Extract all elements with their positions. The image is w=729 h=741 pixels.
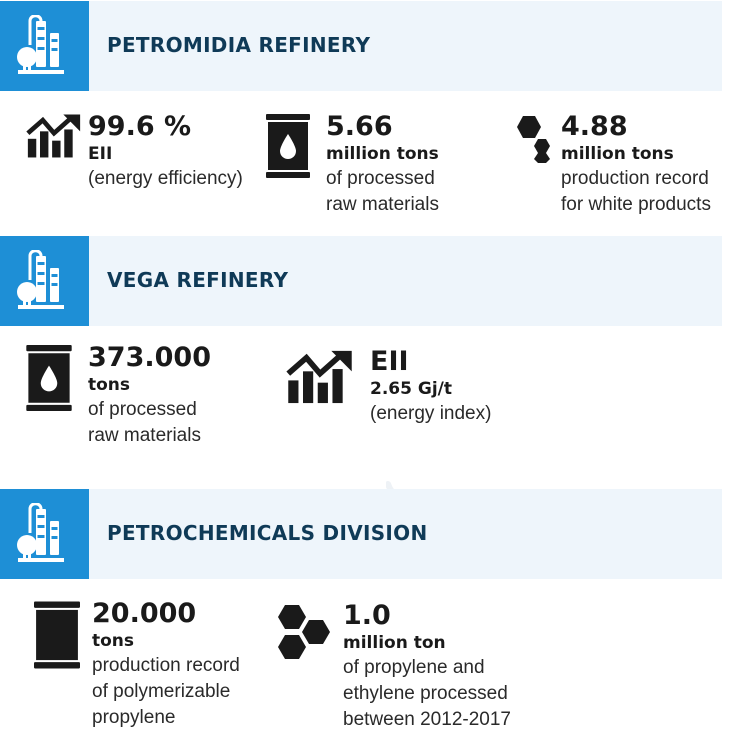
- stat-unit: EII: [88, 144, 113, 164]
- section-header-vega: [0, 236, 722, 326]
- growth-chart-icon: [26, 112, 82, 160]
- stat-description: production record of polymerizable propylene: [92, 655, 240, 728]
- refinery-icon: [0, 489, 89, 579]
- stat-unit: 2.65 Gj/t: [370, 379, 452, 399]
- stat-description: production record for white products: [561, 168, 711, 215]
- barrel-icon: [34, 601, 80, 669]
- oil-barrel-icon: [26, 345, 72, 411]
- stat-unit: million tons: [326, 144, 439, 164]
- section-header-petrochemicals: [0, 489, 722, 579]
- stat-unit: million ton: [343, 633, 446, 653]
- oil-barrel-icon: [266, 114, 310, 178]
- stat-value: 4.88: [561, 111, 628, 142]
- stat-value: 1.0: [343, 600, 391, 631]
- stat-description: (energy index): [370, 403, 492, 424]
- stat-description: of propylene and ethylene processed between 2012-2017: [343, 657, 511, 730]
- section-title: PETROCHEMICALS DIVISION: [107, 521, 428, 545]
- stat-value: EII: [370, 346, 409, 377]
- stat-description: of processed raw materials: [88, 399, 201, 446]
- stat-value: 373.000: [88, 342, 211, 373]
- stat-unit: tons: [92, 631, 135, 651]
- stat-unit: tons: [88, 375, 131, 395]
- section-title: VEGA REFINERY: [107, 268, 289, 292]
- stat-value: 5.66: [326, 111, 393, 142]
- stat-value: 99.6 %: [88, 111, 192, 142]
- stat-unit: million tons: [561, 144, 674, 164]
- section-header-petromidia: [0, 1, 722, 91]
- stat-description: (energy efficiency): [88, 168, 243, 189]
- growth-chart-icon: [286, 347, 354, 407]
- stat-value: 20.000: [92, 598, 197, 629]
- section-title: PETROMIDIA REFINERY: [107, 33, 371, 57]
- hexagons-icon: [510, 114, 550, 164]
- hexagons-icon: [275, 603, 333, 661]
- refinery-icon: [0, 1, 89, 91]
- refinery-icon: [0, 236, 89, 326]
- stat-description: of processed raw materials: [326, 168, 439, 215]
